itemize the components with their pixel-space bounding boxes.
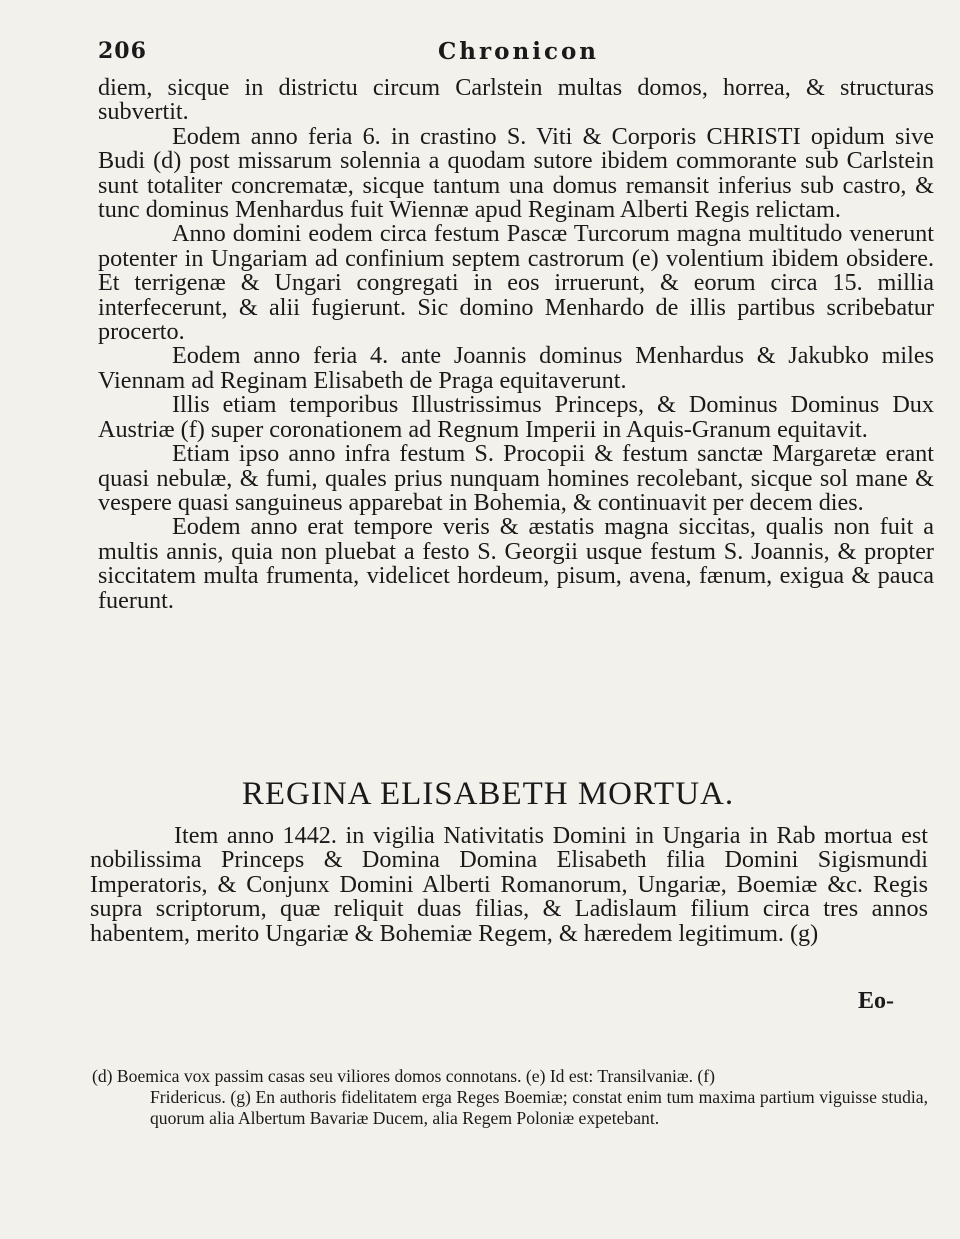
main-text	[98, 76, 934, 613]
paragraph-2: Eodem anno feria 6. in crastino S. Viti & Corporis CHRISTI opidum sive Budi (d) post missarum solennia a quodam sutore ibidem commorante sub Carlstein sunt totaliter concrematæ, sicque tantum una domus remansit inferius sub castro, & tunc dominus Menhardus fuit Wiennæ apud Reginam Alberti Regis relictam.	[98, 122, 934, 224]
section-text	[90, 824, 928, 946]
page-header	[98, 38, 932, 68]
footnote-line-2: Fridericus. (g) En authoris fidelitatem erga Reges Boemiæ; constat enim tum maxima partium viguisse studia, quorum alia Albertum Bavariæ Ducem, alia Regem Poloniæ expetebant.	[150, 1087, 928, 1128]
paragraph-1: diem, sicque in districtu circum Carlstein multas domos, horrea, & structuras subvertit.	[98, 74, 934, 126]
section-paragraph: Item anno 1442. in vigilia Nativitatis Domini in Ungaria in Rab mortua est nobilissima Princeps & Domina Domina Elisabeth filia Domini Sigismundi Imperatoris, & Conjunx Domini Alberti Romanorum, Ungariæ, Boemiæ &c. Regis supra scriptorum, quæ reliquit duas filias, & Ladislaum filium circa tres annos habentem, merito Ungariæ & Bohemiæ Regem, & hæredem legitimum. (g)	[90, 822, 928, 947]
paragraph-6: Etiam ipso anno infra festum S. Procopii & festum sanctæ Margaretæ erant quasi nebulæ, & fumi, quales prius nunquam homines recolebant, sicque sol mane & vespere quasi sanguineus apparebat in Bohemia, & continuavit per decem dies.	[98, 440, 934, 516]
paragraph-7: Eodem anno erat tempore veris & æstatis magna siccitas, qualis non fuit a multis annis, quia non pluebat a festo S. Georgii usque festum S. Joannis, & propter siccitatem multa frumenta, videlicet hordeum, pisum, avena, fænum, exigua & pauca fuerunt.	[98, 513, 934, 614]
paragraph-3: Anno domini eodem circa festum Pascæ Turcorum magna multitudo venerunt potenter in Ungariam ad confinium septem castrorum (e) volentium ibidem obsidere. Et terrigenæ & Ungari congregati in eos irruerunt, & eorum circa 15. millia interfecerunt, & alii fugierunt. Sic domino Menhardo de illis partibus scribebatur procerto.	[98, 220, 934, 346]
catchword: Eo-	[858, 988, 894, 1014]
page-number: 206	[98, 38, 147, 64]
footnotes	[92, 1066, 928, 1129]
footnote-line-1: (d) Boemica vox passim casas seu viliores domos connotans. (e) Id est: Transilvaniæ. (f)	[92, 1066, 716, 1086]
section-heading: REGINA ELISABETH MORTUA.	[241, 776, 735, 812]
paragraph-5: Illis etiam temporibus Illustrissimus Princeps, & Dominus Dominus Dux Austriæ (f) super coronationem ad Regnum Imperii in Aquis-Granum equitavit.	[98, 391, 934, 443]
paragraph-4: Eodem anno feria 4. ante Joannis dominus Menhardus & Jakubko miles Viennam ad Reginam Elisabeth de Praga equitaverunt.	[98, 342, 934, 394]
running-head: Chronicon	[438, 38, 600, 65]
